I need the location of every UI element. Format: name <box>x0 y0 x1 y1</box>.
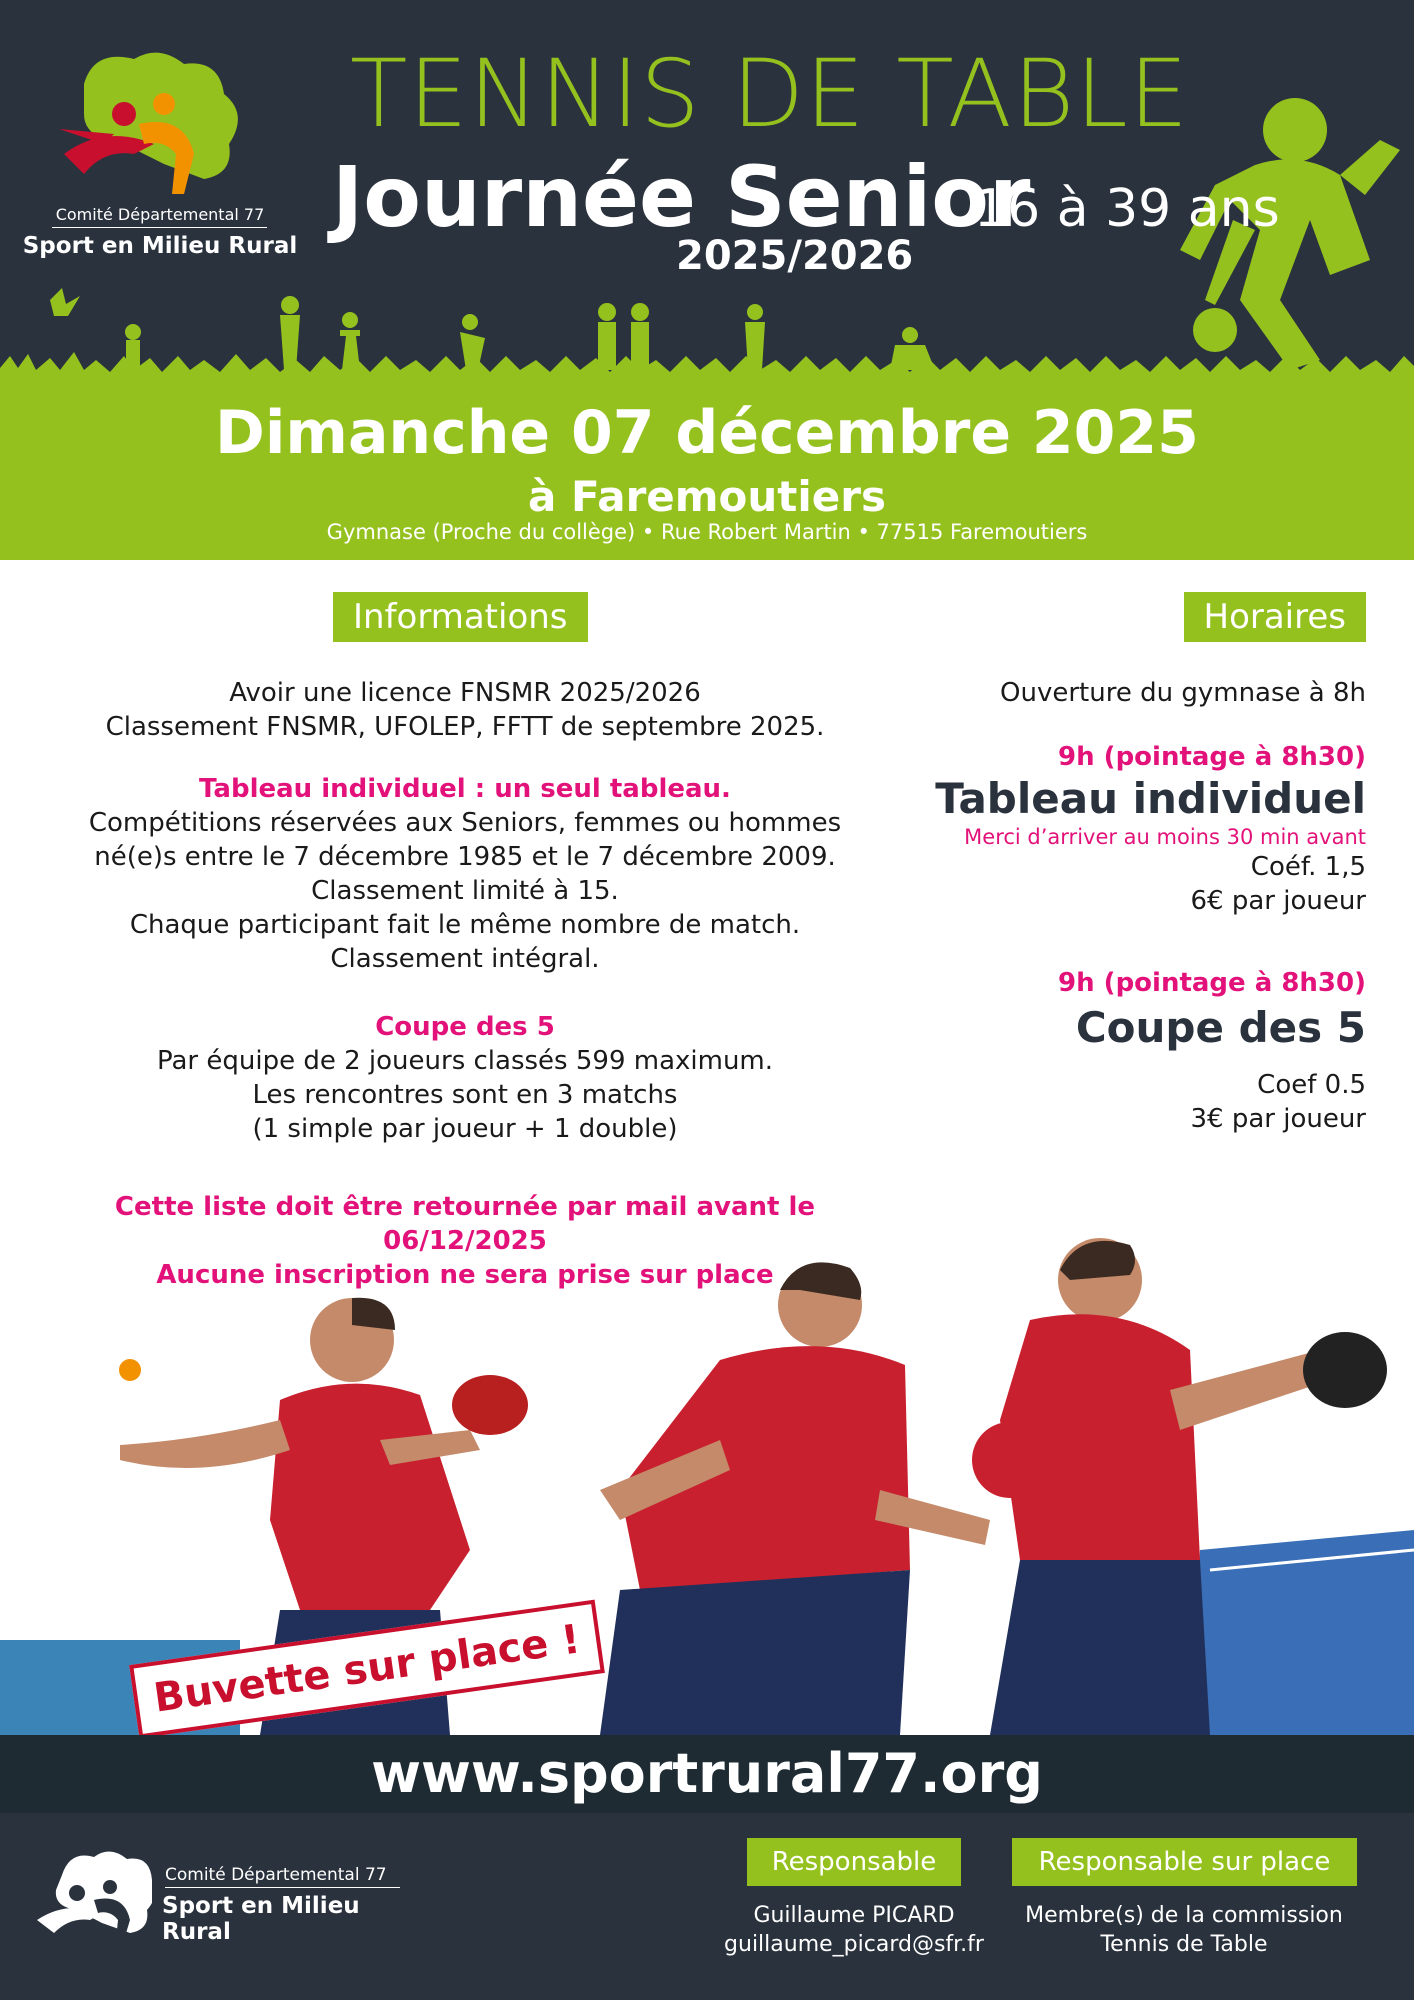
logo-line1: Comité Départemental 77 <box>55 205 265 224</box>
logo-line2: Sport en Milieu Rural <box>22 233 298 259</box>
individual-time: 9h (pointage à 8h30) <box>1058 742 1366 772</box>
sur-place-line2: Tennis de Table <box>1100 1932 1268 1957</box>
individual-schedule-title: Tableau individuel <box>935 774 1366 823</box>
individual-coef: Coéf. 1,5 <box>1250 852 1366 882</box>
footer-logo-line2: Sport en Milieu Rural <box>162 1893 360 1945</box>
sur-place-line1: Membre(s) de la commission <box>1025 1903 1343 1928</box>
individual-info <box>40 772 890 976</box>
coupe-schedule-title: Coupe des 5 <box>1075 1003 1366 1052</box>
responsable-badge: Responsable <box>747 1838 961 1886</box>
header-banner <box>0 0 1414 378</box>
age-range: 16 à 39 ans <box>974 179 1280 239</box>
footer <box>0 1813 1414 2000</box>
coupe-line: Par équipe de 2 joueurs classés 599 maximum. <box>156 1046 774 1076</box>
individual-price: 6€ par joueur <box>1190 886 1366 916</box>
main-title: TENNIS DE TABLE <box>350 40 1190 149</box>
horaires-heading: Horaires <box>1184 592 1367 642</box>
coupe-line: Les rencontres sont en 3 matchs <box>252 1080 678 1110</box>
opening-time: Ouverture du gymnase à 8h <box>1000 678 1366 708</box>
buvette-sticker: Buvette sur place ! <box>129 1600 605 1739</box>
coupe-schedule <box>1058 966 1366 1136</box>
informations-heading: Informations <box>333 592 588 642</box>
coupe-price: 3€ par joueur <box>1190 1104 1366 1134</box>
notice-line2: Aucune inscription ne sera prise sur place <box>156 1260 774 1290</box>
individual-line: Classement limité à 15. <box>311 876 619 906</box>
individual-schedule <box>935 740 1366 918</box>
season: 2025/2026 <box>676 233 914 279</box>
licence-info <box>40 676 890 744</box>
responsable-email[interactable]: guillaume_picard@sfr.fr <box>724 1932 984 1957</box>
coupe-line: (1 simple par joueur + 1 double) <box>252 1114 678 1144</box>
event-place: à Faremoutiers <box>528 472 886 521</box>
event-subtitle: Journée Senior <box>332 148 1031 246</box>
individual-line: né(e)s entre le 7 décembre 1985 et le 7 décembre 2009. <box>94 842 836 872</box>
sur-place-badge: Responsable sur place <box>1012 1838 1357 1886</box>
website-link[interactable]: www.sportrural77.org <box>0 1735 1414 1813</box>
individual-line: Compétitions réservées aux Seniors, femmes ou hommes <box>88 808 842 838</box>
logo-tree-icon <box>44 44 264 204</box>
individual-arrival-note: Merci d’arriver au moins 30 min avant <box>964 825 1366 849</box>
event-date: Dimanche 07 décembre 2025 <box>215 398 1199 468</box>
coupe-title: Coupe des 5 <box>375 1012 555 1042</box>
individual-line: Classement intégral. <box>330 944 600 974</box>
responsable-name: Guillaume PICARD <box>753 1903 955 1928</box>
footer-logo-divider <box>165 1887 400 1888</box>
individual-line: Chaque participant fait le même nombre de match. <box>129 910 801 940</box>
coupe-info <box>40 1010 890 1146</box>
footer-logo-icon <box>32 1845 152 1940</box>
logo-divider <box>52 227 267 228</box>
individual-title: Tableau individuel : un seul tableau. <box>199 774 731 804</box>
footer-logo-line1: Comité Départemental 77 <box>165 1865 387 1885</box>
coupe-coef: Coef 0.5 <box>1257 1070 1366 1100</box>
coupe-time: 9h (pointage à 8h30) <box>1058 968 1366 998</box>
event-address: Gymnase (Proche du collège) • Rue Robert Martin • 77515 Faremoutiers <box>326 520 1088 544</box>
notice-line1: Cette liste doit être retournée par mail avant le 06/12/2025 <box>114 1192 816 1256</box>
licence-line1: Avoir une licence FNSMR 2025/2026 <box>229 678 701 708</box>
licence-line2: Classement FNSMR, UFOLEP, FFTT de septembre 2025. <box>105 712 825 742</box>
